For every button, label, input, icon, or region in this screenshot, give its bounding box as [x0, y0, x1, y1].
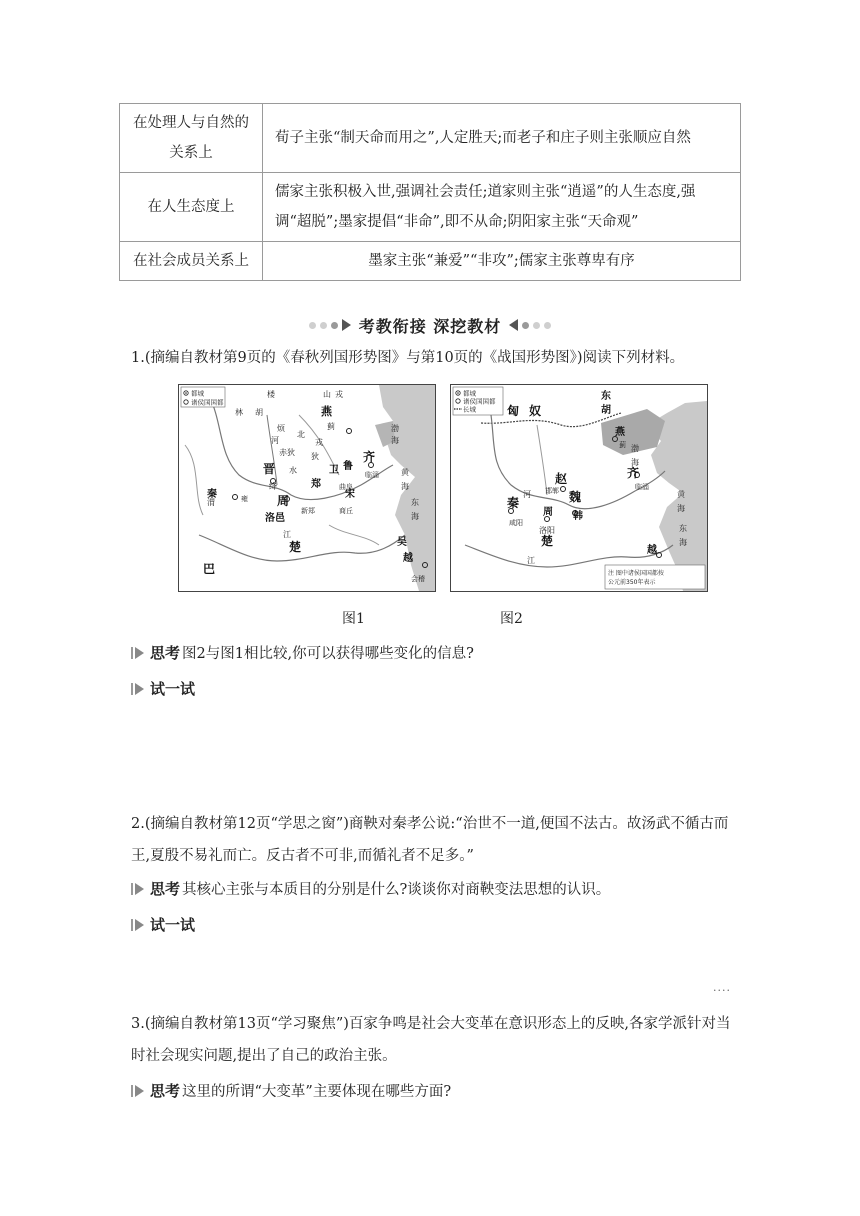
map1-label: 烦 [277, 424, 285, 433]
map2-legend-1: 都城 [463, 389, 476, 398]
arrow-marker-icon [131, 919, 144, 931]
map2-label: 东 [679, 524, 687, 533]
question-2-text: 2.(摘编自教材第12页“学思之窗”)商鞅对秦孝公说:“治世不一道,便国不法古。故汤武不循古而王,夏殷不易礼而亡。反古者不可非,而循礼者不足多。” [131, 816, 729, 864]
map2-label: 江 [527, 556, 535, 565]
map1-label: 海 [411, 512, 419, 521]
map1-label: 燕 [321, 405, 332, 418]
map2-label: 邯郸 [545, 487, 559, 495]
map2-label: 咸阳 [509, 519, 523, 527]
map1-label: 会稽 [411, 575, 425, 583]
map1-label: 雍 [241, 495, 248, 503]
map1-label: 新郑 [301, 507, 315, 515]
map1-label: 海 [401, 482, 409, 491]
map2-legend-2: 诸侯国国都 [463, 397, 496, 406]
map-warring-states [450, 384, 708, 592]
map1-label: 林 [235, 408, 243, 417]
think-text: 图2与图1相比较,你可以获得哪些变化的信息? [182, 646, 474, 662]
question-1-text: 1.(摘编自教材第9页的《春秋列国形势图》与第10页的《战国形势图》)阅读下列材料。 [131, 350, 685, 366]
map1-label: 山 [323, 390, 331, 399]
map1-label: 赤狄 [279, 448, 295, 457]
map2-label: 燕 [615, 427, 625, 438]
map1-label: 宋 [345, 489, 355, 500]
map1-label: 越 [403, 553, 413, 564]
map2-label: 匈 [507, 404, 520, 418]
map2-label: 楚 [541, 534, 554, 548]
map1-legend-1: 都城 [191, 389, 204, 398]
q1-think [131, 642, 474, 663]
map1-label: 戎 [335, 390, 343, 399]
row-header: 在人生态度上 [120, 173, 263, 242]
try-label: 试一试 [150, 680, 196, 698]
table-row [120, 104, 741, 173]
map2-label: 越 [647, 545, 657, 556]
map-spring-autumn [178, 384, 436, 592]
map2-note-line2: 公元前350年表示 [608, 579, 656, 586]
map1-label: 齐 [363, 450, 376, 464]
map-1-drawing [179, 385, 435, 591]
map2-label: 东 [601, 391, 611, 402]
map2-label: 临淄 [635, 483, 649, 491]
map2-label: 海 [631, 458, 639, 467]
map1-label: 楼 [267, 390, 275, 399]
arrow-marker-icon [131, 1085, 144, 1097]
row-header: 在处理人与自然的关系上 [120, 104, 263, 173]
map2-label: 蓟 [619, 441, 626, 449]
map1-label: 江 [283, 530, 291, 539]
map2-label: 赵 [555, 472, 568, 486]
map-2-drawing [451, 385, 707, 591]
arrow-marker-icon [131, 647, 144, 659]
comparison-table [119, 103, 741, 281]
map1-label: 渤 [391, 424, 399, 433]
q3-think [131, 1080, 451, 1101]
map1-label: 晋 [263, 462, 276, 476]
map1-label: 绛 [269, 482, 277, 491]
map2-labels [506, 389, 687, 565]
map1-label: 狄 [311, 452, 319, 461]
row-content: 儒家主张积极入世,强调社会责任;道家则主张“逍遥”的人生态度,强调“超脱”;墨家提倡“非命”,即不从命;阴阳家主张“天命观” [263, 173, 741, 242]
map1-label: 临淄 [365, 471, 379, 479]
map1-label: 黄 [401, 468, 409, 477]
ellipsis-mark: ···· [713, 984, 731, 997]
think-text: 其核心主张与本质目的分别是什么?谈谈你对商鞅变法思想的认识。 [182, 882, 611, 898]
map-1-caption: 图1 [342, 611, 365, 627]
map1-label: 北 [297, 430, 305, 439]
table-row [120, 242, 741, 281]
q2-think [131, 878, 610, 899]
map1-legend-2: 诸侯国国都 [191, 398, 224, 407]
think-text: 这里的所谓“大变革”主要体现在哪些方面? [182, 1084, 452, 1100]
map1-label: 吴 [397, 537, 407, 548]
arrow-marker-icon [131, 883, 144, 895]
map2-label: 奴 [529, 404, 542, 418]
section-title: 考教衔接 深挖教材 [358, 316, 502, 336]
map2-label: 齐 [627, 466, 640, 480]
q2-try [131, 914, 195, 935]
map-2-caption: 图2 [500, 611, 523, 627]
map1-label: 水 [289, 466, 297, 475]
map2-label: 魏 [569, 490, 582, 504]
map1-label: 东 [411, 498, 419, 507]
map2-label: 周 [543, 507, 553, 518]
try-label: 试一试 [150, 916, 196, 934]
map2-label: 渤 [631, 444, 639, 453]
think-label: 思考 [150, 644, 181, 662]
row-content: 荀子主张“制天命而用之”,人定胜天;而老子和庄子则主张顺应自然 [263, 104, 741, 173]
table-row [120, 173, 741, 242]
map1-label: 郑 [311, 479, 321, 490]
question-3-text: 3.(摘编自教材第13页“学习聚焦”)百家争鸣是社会大变革在意识形态上的反映,各家学派针对当时社会现实问题,提出了自己的政治主张。 [131, 1016, 731, 1064]
map1-label: 戎 [315, 438, 323, 447]
think-label: 思考 [150, 1082, 181, 1100]
map1-label: 巴 [203, 562, 216, 576]
map2-legend-3: 长城 [463, 405, 476, 414]
map2-note-line1: 注 图中诸侯国国都按 [608, 570, 664, 577]
map2-label: 黄 [677, 490, 685, 499]
map2-label: 秦 [507, 496, 520, 510]
think-label: 思考 [150, 880, 181, 898]
map1-label: 曲阜 [339, 483, 353, 491]
map1-label: 洛邑 [265, 513, 285, 524]
decor-dots-right [509, 319, 551, 331]
map1-label: 卫 [329, 465, 339, 476]
map1-label: 河 [271, 436, 279, 445]
decor-dots-left [309, 319, 351, 331]
map2-label: 海 [679, 538, 687, 547]
q1-try [131, 678, 195, 699]
map2-label: 韩 [573, 511, 583, 522]
map1-label: 秦 [207, 489, 217, 500]
map2-label: 河 [523, 490, 531, 499]
arrow-marker-icon [131, 683, 144, 695]
row-header: 在社会成员关系上 [120, 242, 263, 281]
map2-label: 洛阳 [539, 526, 555, 535]
section-header [0, 312, 860, 338]
map1-label: 周 [277, 494, 290, 508]
map1-label: 蓟 [327, 422, 335, 431]
map2-label: 胡 [601, 405, 611, 416]
map1-label: 鲁 [343, 461, 353, 472]
map2-label: 海 [677, 504, 685, 513]
map1-label: 楚 [289, 540, 302, 554]
map1-label: 胡 [255, 408, 263, 417]
map1-label: 渭 [207, 498, 215, 507]
map1-label: 商丘 [339, 507, 353, 515]
map1-label: 海 [391, 436, 399, 445]
row-content: 墨家主张“兼爱”“非攻”;儒家主张尊卑有序 [263, 242, 741, 281]
